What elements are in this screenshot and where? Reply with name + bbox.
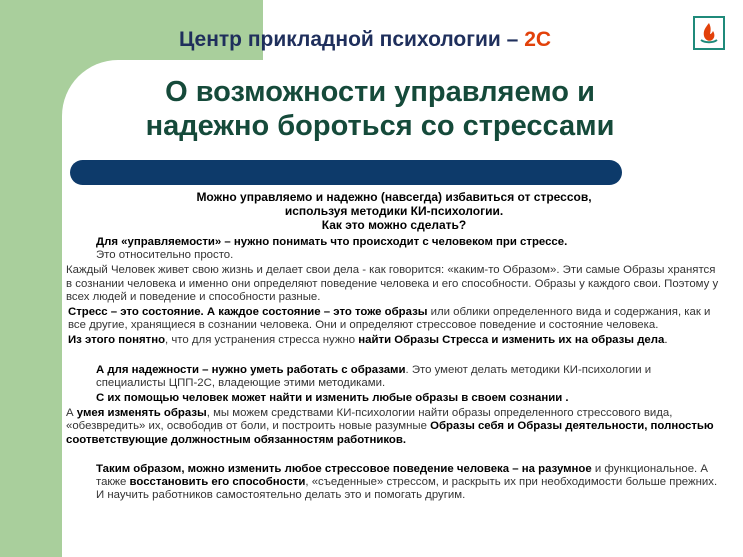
paragraph-8-bold-1: Таким образом, можно изменить любое стрессовое поведение человека – на разумное: [96, 462, 592, 475]
paragraph-7-a: А: [66, 407, 77, 420]
paragraph-3: [68, 306, 720, 332]
slide-title-line-2: надежно бороться со стрессами: [145, 110, 615, 142]
paragraph-4-mid: , что для устранения стресса нужно: [165, 334, 359, 347]
paragraph-5-rest: . Это умеют делать методики КИ-психологии и специалисты ЦПП-2С, владеющие этими методиками.: [96, 363, 652, 389]
body-text: [68, 190, 720, 504]
flame-logo-icon: [693, 16, 725, 50]
paragraph-2: [66, 264, 720, 304]
paragraph-7-bold-1: умея изменять образы: [76, 407, 207, 420]
paragraph-5-bold: А для надежности – нужно уметь работать с образами: [96, 363, 406, 376]
header-title: Центр прикладной психологии –: [178, 28, 525, 51]
divider-bar: [70, 160, 622, 185]
spacer: [68, 449, 720, 463]
spacer: [68, 350, 720, 364]
paragraph-6: [96, 392, 720, 405]
paragraph-3-bold: Стресс – это состояние. А каждое состояние – это тоже образы: [68, 306, 428, 319]
intro-line-3: Как это можно сделать?: [321, 218, 467, 232]
paragraph-6-bold: С их помощью человек может найти и изменить любые образы в своем сознании .: [96, 392, 569, 405]
slide-title: [62, 75, 698, 143]
paragraph-7-bold-2: Образы себя и Образы деятельности, полностью соответствующие должностным обязанностям работников.: [66, 420, 714, 446]
intro-line-2: используя методики КИ-психологии.: [284, 204, 504, 218]
paragraph-8-rest: , «съеденные» стрессом, и раскрыть их при необходимости больше прежних. И научить работников самостоятельно делать это и помогать другим.: [96, 476, 718, 502]
intro-block: [68, 190, 720, 236]
paragraph-4-bold-1: Из этого понятно: [68, 334, 166, 347]
intro-line-1: Можно управляемо и надежно (навсегда) избавиться от стрессов,: [196, 190, 592, 204]
paragraph-1: [96, 236, 720, 262]
paragraph-3-rest: или облики определенного вида и содержания, как и все другие, хранящиеся в сознании человека. Они и определяют стрессовое поведение и состояние человека.: [68, 306, 711, 332]
paragraph-5: [96, 364, 720, 390]
paragraph-4-bold-2: найти Образы Стресса и изменить их на образы дела: [358, 334, 665, 347]
slide-title-line-1: О возможности управляемо и: [165, 76, 595, 108]
paragraph-1-bold: Для «управляемости» – нужно понимать что происходит с человеком при стрессе.: [96, 236, 568, 248]
paragraph-1-rest: Это относительно просто.: [96, 249, 234, 262]
paragraph-7-mid: , мы можем средствами КИ-психологии найти образы определенного стрессового вида, «обезвредить» их, освободив от боли, и построить новые разумные: [66, 407, 673, 433]
paragraph-8: [96, 463, 720, 503]
paragraph-2-text: Каждый Человек живет свою жизнь и делает свои дела - как говорится: «каким-то Образом». Эти самые Образы хранятся в сознании человека и именно они определяют поведение человека и его способности. Образы у каждого свои. Поэтому у всех людей и поведение и способности разные.: [66, 264, 719, 303]
paragraph-8-mid: и функциональное. А также: [96, 462, 708, 489]
paragraph-7: [66, 407, 720, 447]
organization-header: [120, 28, 610, 52]
paragraph-4: [68, 334, 720, 347]
paragraph-4-end: .: [664, 334, 668, 347]
header-accent: 2С: [524, 28, 552, 51]
paragraph-8-bold-2: восстановить его способности: [129, 476, 306, 489]
